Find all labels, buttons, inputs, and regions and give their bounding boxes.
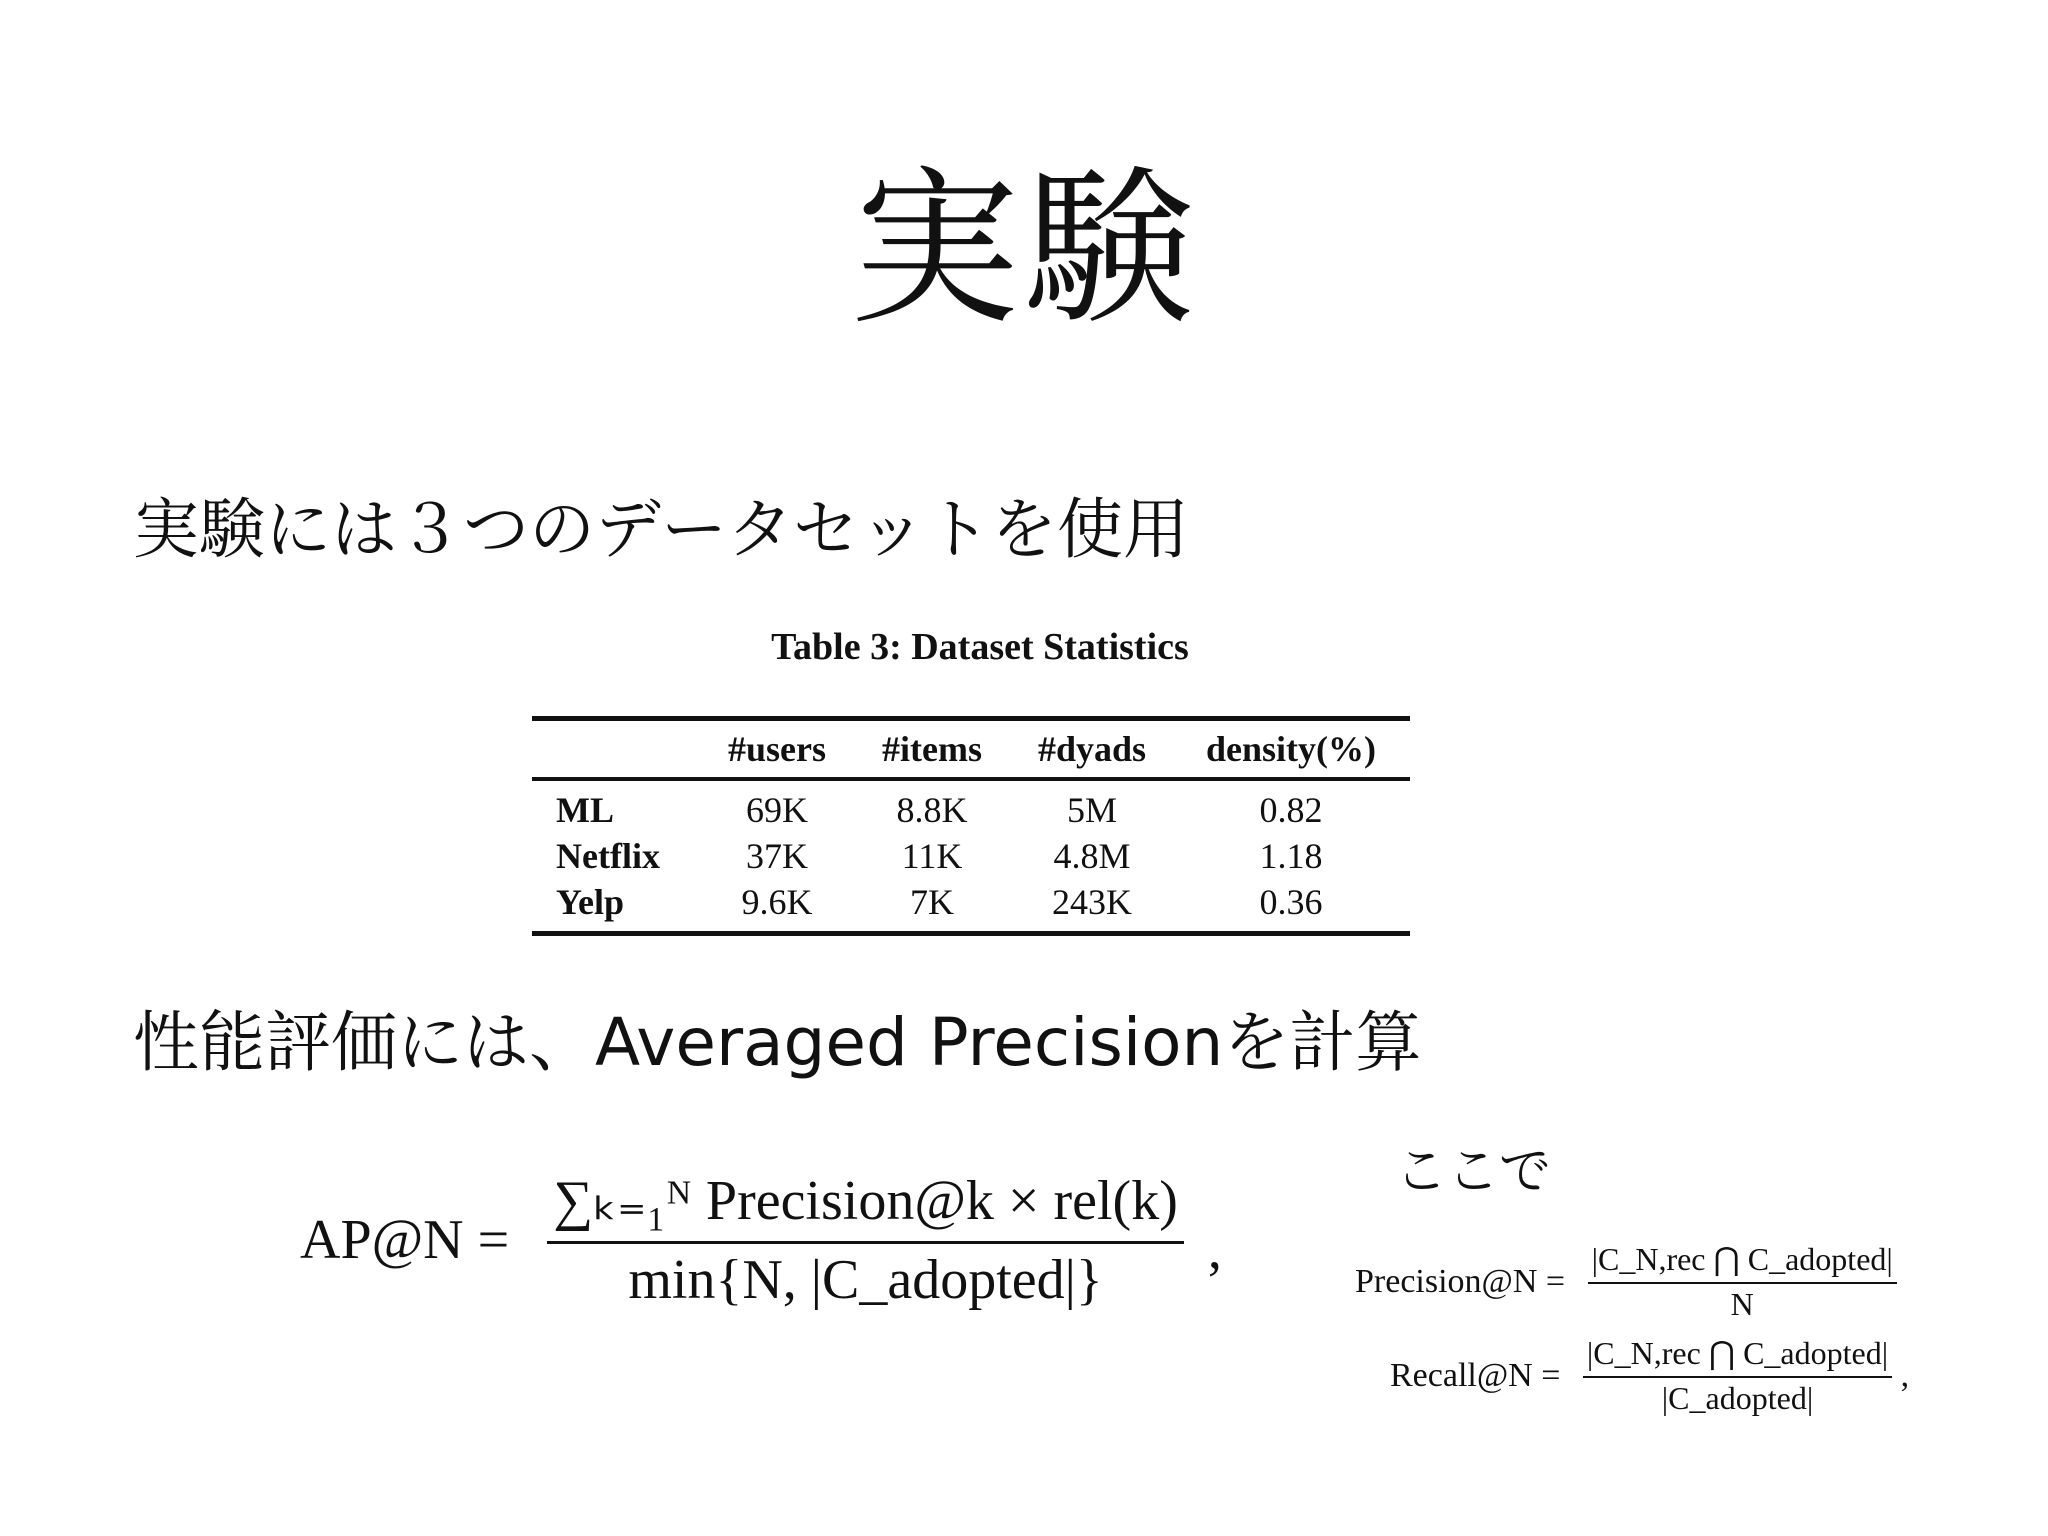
table-caption: Table 3: Dataset Statistics [771, 626, 1189, 668]
table-row [532, 833, 1410, 879]
table-cell: 1.18 [1259, 836, 1323, 876]
row-name-cell: Yelp [556, 882, 625, 922]
bullet-datasets: 実験には３つのデータセットを使用 [133, 491, 1189, 568]
table-cell: 0.36 [1259, 882, 1323, 922]
recall-formula-comma: , [1900, 1356, 1910, 1394]
recall-formula-numerator: |C_N,rec ⋂ C_adopted| [1586, 1335, 1889, 1371]
column-header-density: density(%) [1172, 721, 1410, 779]
table-header-row [532, 721, 1410, 779]
table-cell: 5M [1066, 790, 1117, 830]
precision-formula [1355, 1240, 1897, 1323]
ap-formula-fraction [547, 1168, 1184, 1312]
table-cell: 0.82 [1259, 790, 1323, 830]
recall-formula-denominator: |C_adopted| [1583, 1376, 1892, 1417]
table-cell: 7K [910, 882, 954, 922]
table-cell: 243K [1052, 882, 1132, 922]
recall-formula-fraction [1583, 1334, 1892, 1417]
slide-title: 実験 [849, 151, 1198, 349]
column-header-dyads: #dyads [1012, 721, 1172, 779]
precision-formula-lhs: Precision@N = [1355, 1262, 1566, 1300]
column-header-items: #items [852, 721, 1012, 779]
table-row [532, 879, 1410, 931]
row-name-cell: Netflix [556, 836, 660, 876]
recall-formula [1390, 1334, 1909, 1417]
column-header-users: #users [702, 721, 852, 779]
precision-formula-numerator: |C_N,rec ⋂ C_adopted| [1591, 1241, 1893, 1277]
where-label: ここで [1395, 1142, 1552, 1202]
ap-formula-lhs: AP@N = [300, 1209, 510, 1271]
ap-formula-numerator: ∑ₖ₌₁ᴺ Precision@k × rel(k) [553, 1170, 1178, 1232]
table-cell: 11K [901, 836, 963, 876]
row-name-cell: ML [556, 790, 614, 830]
column-header-name [532, 721, 702, 779]
table-cell: 37K [746, 836, 808, 876]
table-cell: 9.6K [741, 882, 813, 922]
ap-formula [300, 1168, 1222, 1312]
dataset-statistics-table [532, 716, 1410, 936]
recall-formula-lhs: Recall@N = [1390, 1356, 1561, 1394]
table-cell: 4.8M [1053, 836, 1131, 876]
ap-formula-comma: , [1207, 1219, 1222, 1281]
ap-formula-denominator: min{N, |C_adopted|} [547, 1241, 1184, 1312]
table-cell: 8.8K [896, 790, 968, 830]
table-cell: 69K [746, 790, 808, 830]
precision-formula-fraction [1588, 1240, 1897, 1323]
bullet-evaluation: 性能評価には、Averaged Precisionを計算 [133, 1004, 1422, 1081]
table-row [532, 779, 1410, 833]
precision-formula-denominator: N [1588, 1282, 1897, 1323]
